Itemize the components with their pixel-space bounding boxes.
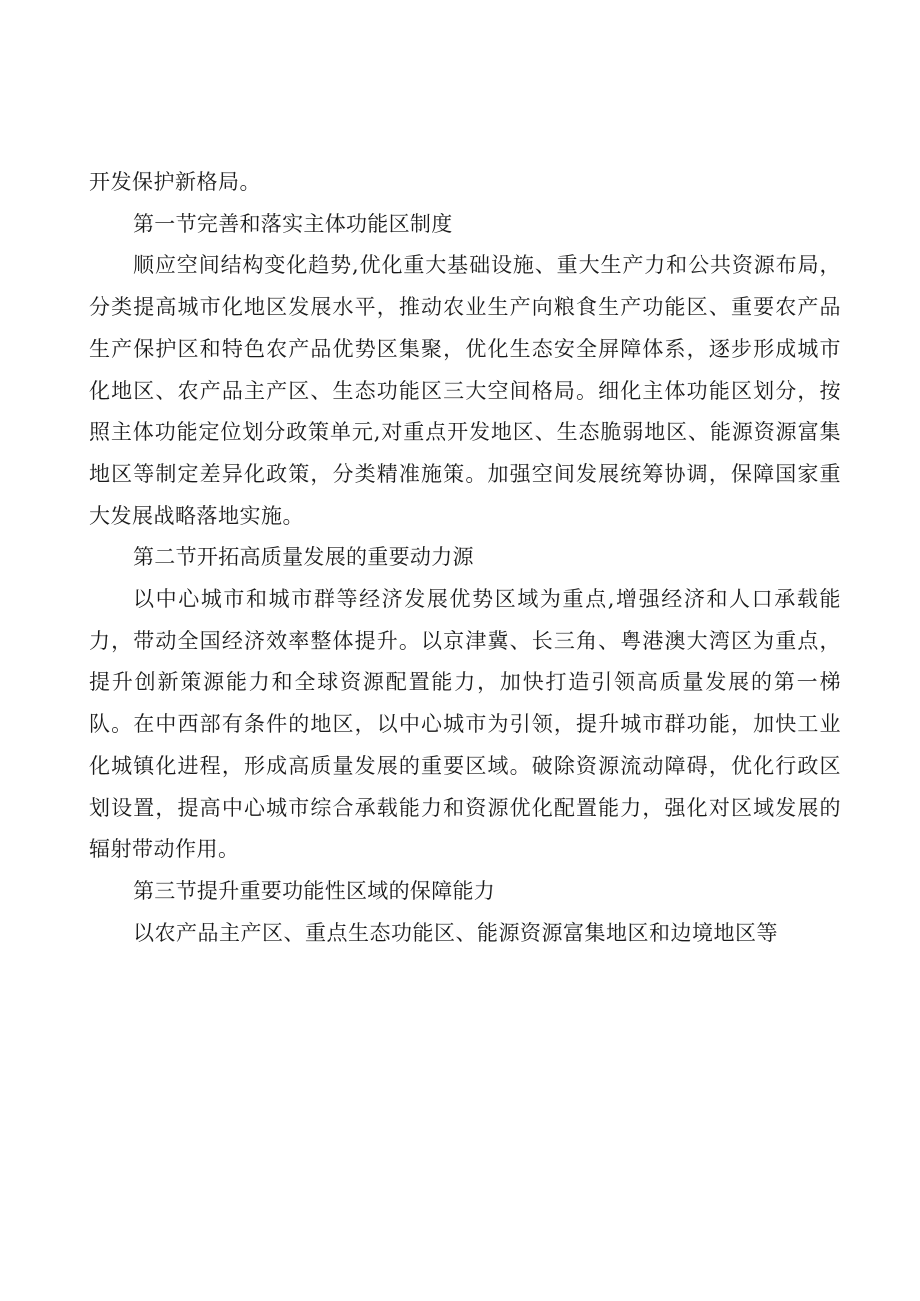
section-heading-1: 第一节完善和落实主体功能区制度 xyxy=(133,211,453,236)
section-paragraph-3: 以农产品主产区、重点生态功能区、能源资源富集地区和边境地区等 xyxy=(133,920,778,945)
section-paragraph-1: 顺应空间结构变化趋势,优化重大基础设施、重大生产力和公共资源布局，分类提高城市化地区发展水平，推动农业生产向粮食生产功能区、重要农产品生产保护区和特色农产品优势区集聚，优化生态安全屏障体系，逐步形成城市化地区、农产品主产区、生态功能区三大空间格局。细化主体功能区划分，按照主体功能定位划分政策单元,对重点开发地区、生态脆弱地区、能源资源富集地区等制定差异化政策，分类精准施策。加强空间发展统筹协调，保障国家重大发展战略落地实施。 xyxy=(89,253,841,528)
section-heading-3: 第三节提升重要功能性区域的保障能力 xyxy=(133,878,496,903)
continued-paragraph: 开发保护新格局。 xyxy=(89,170,261,194)
section-heading-2: 第二节开拓高质量发展的重要动力源 xyxy=(133,545,474,570)
section-paragraph-2: 以中心城市和城市群等经济发展优势区域为重点,增强经济和人口承载能力，带动全国经济效率整体提升。以京津冀、长三角、粤港澳大湾区为重点，提升创新策源能力和全球资源配置能力，加快打造引领高质量发展的第一梯队。在中西部有条件的地区，以中心城市为引领，提升城市群功能，加快工业化城镇化进程，形成高质量发展的重要区域。破除资源流动障碍，优化行政区划设置，提高中心城市综合承载能力和资源优化配置能力，强化对区域发展的辐射带动作用。 xyxy=(89,587,841,862)
document-body xyxy=(89,162,841,954)
